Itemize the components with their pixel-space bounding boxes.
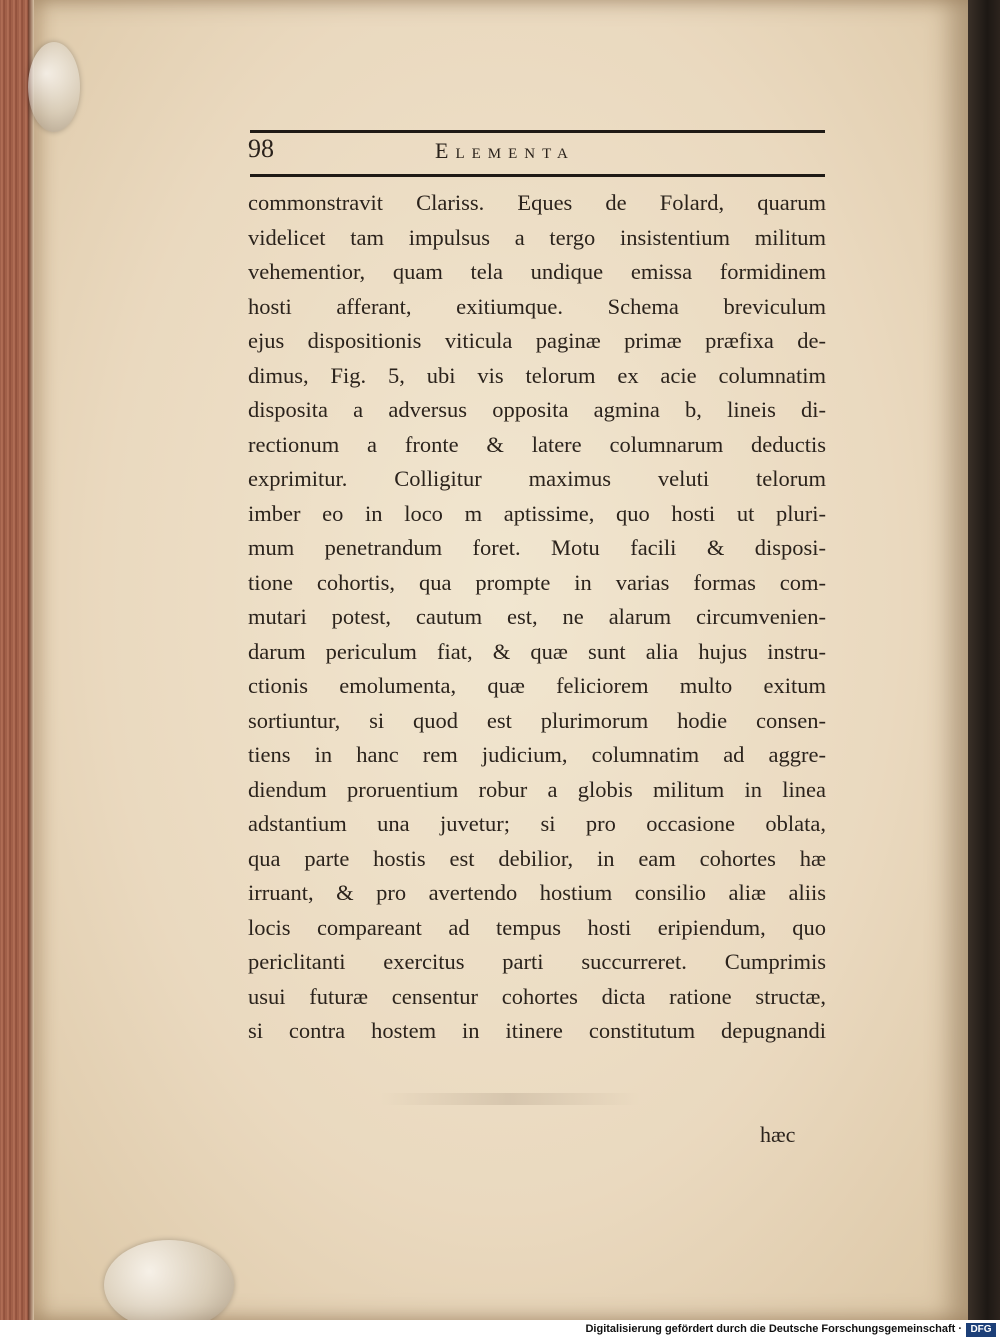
text-line: qua parte hostis est debilior, in eam cohortes hæ — [248, 845, 826, 871]
header-rule-top — [250, 130, 825, 133]
text-line: ctionis emolumenta, quæ feliciorem multo exitum — [248, 673, 826, 698]
glass-weight-bottom — [104, 1240, 234, 1330]
page-header — [210, 130, 825, 176]
body-text — [248, 186, 826, 1049]
text-line: rectionum a fronte & latere columnarum deductis — [248, 431, 826, 457]
text-line: diendum proruentium robur a globis militum in linea — [248, 776, 826, 802]
text-line: imber eo in loco m aptissime, quo hosti ut pluri- — [248, 500, 826, 526]
text-line: adstantium una juvetur; si pro occasione oblata, — [248, 811, 826, 836]
text-line: periclitanti exercitus parti succurreret. Cumprimis — [248, 949, 826, 974]
text-line: dimus, Fig. 5, ubi vis telorum ex acie columnatim — [248, 362, 826, 388]
text-line: videlicet tam impulsus a tergo insistentium militum — [248, 224, 826, 250]
catchword: hæc — [760, 1122, 796, 1147]
header-rule-bottom — [250, 174, 825, 177]
text-line: si contra hostem in itinere constitutum depugnandi — [248, 1018, 826, 1043]
dfg-logo-icon: DFG — [966, 1323, 996, 1337]
text-line: irruant, & pro avertendo hostium consilio aliæ aliis — [248, 880, 826, 905]
text-line: hosti afferant, exitiumque. Schema breviculum — [248, 293, 826, 319]
text-line: tiens in hanc rem judicium, columnatim ad aggre- — [248, 742, 826, 767]
text-line: exprimitur. Colligitur maximus veluti telorum — [248, 466, 826, 491]
text-line: usui futuræ censentur cohortes dicta ratione structæ, — [248, 983, 826, 1009]
footer-band — [0, 1320, 1000, 1341]
text-line: commonstravit Clariss. Eques de Folard, quarum — [248, 190, 826, 215]
text-line: vehementior, quam tela undique emissa formidinem — [248, 259, 826, 284]
binding-edge — [968, 0, 1000, 1341]
running-head: Elementa — [435, 138, 575, 163]
page-number: 98 — [248, 134, 274, 163]
footer-credit: Digitalisierung gefördert durch die Deutsche Forschungsgemeinschaft · — [585, 1323, 962, 1335]
text-line: locis compareant ad tempus hosti eripiendum, quo — [248, 914, 826, 940]
text-line: tione cohortis, qua prompte in varias formas com- — [248, 569, 826, 595]
show-through-text — [380, 1093, 640, 1105]
text-line: darum periculum fiat, & quæ sunt alia hujus instru- — [248, 638, 826, 664]
page-stack-edge — [0, 0, 34, 1341]
glass-weight-top — [28, 42, 80, 132]
text-line: ejus dispositionis viticula paginæ primæ præfixa de- — [248, 328, 826, 353]
text-line: mutari potest, cautum est, ne alarum circumvenien- — [248, 604, 826, 629]
text-line: sortiuntur, si quod est plurimorum hodie consen- — [248, 707, 826, 733]
text-line: mum penetrandum foret. Motu facili & disposi- — [248, 535, 826, 560]
text-line: disposita a adversus opposita agmina b, lineis di- — [248, 397, 826, 422]
